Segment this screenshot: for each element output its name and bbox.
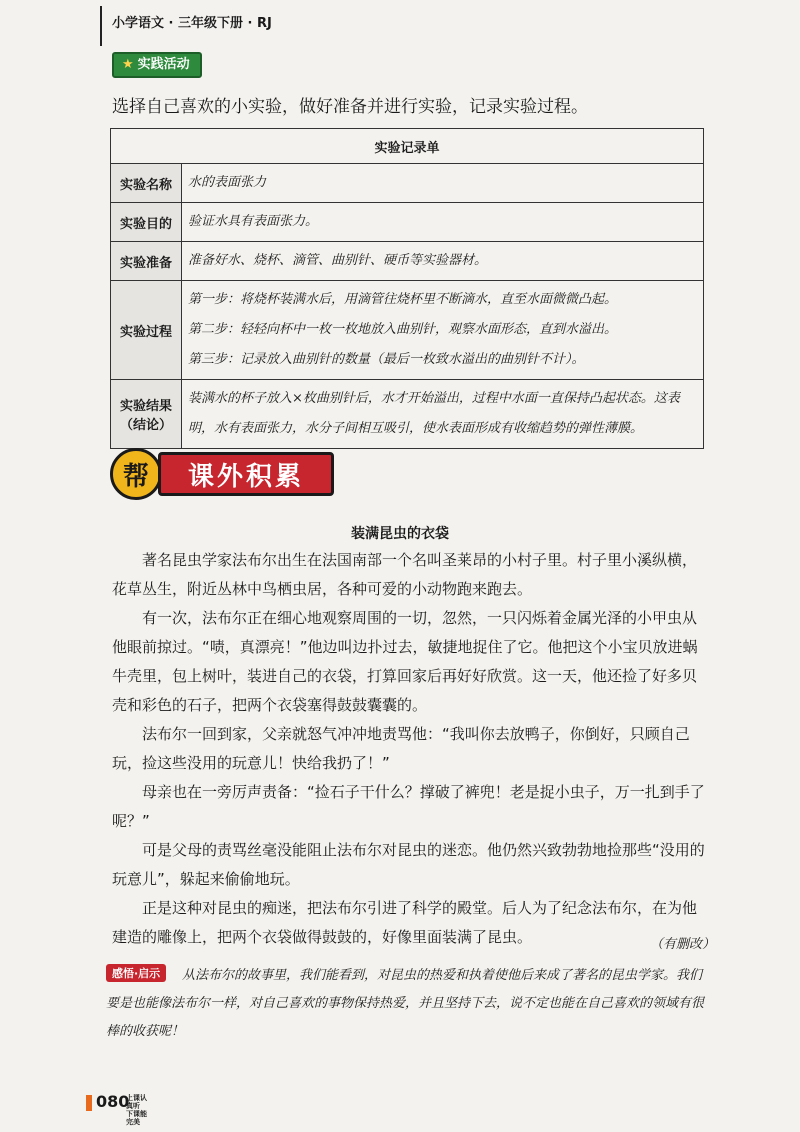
insight-tag: 感悟·启示 xyxy=(106,964,166,982)
table-row xyxy=(111,242,704,281)
table-row xyxy=(111,281,704,380)
insight-text: 从法布尔的故事里，我们能看到，对昆虫的热爱和执着使他后来成了著名的昆虫学家。我们要是也能像法布尔一样，对自己喜欢的事物保持热爱，并且坚持下去，说不定也能在自己喜欢的领域有很棒的收获呢！ xyxy=(106,968,705,1039)
step-2: 第二步：轻轻向杯中一枚一枚地放入曲别针，观察水面形态，直到水溢出。 xyxy=(188,322,618,337)
section-icon: 帮 xyxy=(110,448,162,500)
row-label: 实验准备 xyxy=(111,242,182,281)
row-label: 实验过程 xyxy=(111,281,182,380)
story-paragraph: 可是父母的责骂丝毫没能阻止法布尔对昆虫的迷恋。他仍然兴致勃勃地捡那些“没用的玩意儿”，躲起来偷偷地玩。 xyxy=(112,841,705,888)
story-paragraph: 有一次，法布尔正在细心地观察周围的一切，忽然，一只闪烁着金属光泽的小甲虫从他眼前掠过。“啧，真漂亮！”他边叫边扑过去，敏捷地捉住了它。他把这个小宝贝放进蜗牛壳里，包上树叶，装进自己的衣袋，打算回家后再好好欣赏。这一天，他还捡了好多贝壳和彩色的石子，把两个衣袋塞得鼓鼓囊囊的。 xyxy=(112,609,698,714)
experiment-record-table xyxy=(110,128,704,449)
footer-tag-line2: 下课能完美 xyxy=(126,1110,147,1126)
story-source-note: （有删改） xyxy=(650,937,716,952)
table-row xyxy=(111,203,704,242)
story-paragraph: 正是这种对昆虫的痴迷，把法布尔引进了科学的殿堂。后人为了纪念法布尔，在为他建造的雕像上，把两个衣袋做得鼓鼓的，好像里面装满了昆虫。 xyxy=(112,899,698,946)
star-icon: ★ xyxy=(122,57,134,72)
practice-instruction: 选择自己喜欢的小实验，做好准备并进行实验，记录实验过程。 xyxy=(112,97,588,117)
row-value: 水的表面张力 xyxy=(182,164,704,203)
row-label: 实验名称 xyxy=(111,164,182,203)
row-label xyxy=(111,380,182,449)
row-value: 装满水的杯子放入×枚曲别针后，水才开始溢出，过程中水面一直保持凸起状态。这表明，水有表面张力，水分子间相互吸引，使水表面形成有收缩趋势的弹性薄膜。 xyxy=(182,380,704,449)
table-row xyxy=(111,164,704,203)
table-title: 实验记录单 xyxy=(111,129,704,164)
row-value: 准备好水、烧杯、滴管、曲别针、硬币等实验器材。 xyxy=(182,242,704,281)
row-label-line1: 实验结果 xyxy=(119,399,172,414)
story-paragraph: 母亲也在一旁厉声责备：“捡石子干什么？撑破了裤兜！老是捉小虫子，万一扎到手了呢？” xyxy=(112,783,705,830)
page-number-text: 080 xyxy=(96,1092,130,1111)
footer-tag-line1: 上课认真听 xyxy=(126,1094,147,1110)
practice-badge xyxy=(112,52,202,78)
step-3: 第三步：记录放入曲别针的数量（最后一枚致水溢出的曲别针不计）。 xyxy=(188,352,585,367)
header-divider xyxy=(100,6,102,46)
step-1: 第一步：将烧杯装满水后，用滴管往烧杯里不断滴水，直至水面微微凸起。 xyxy=(188,292,618,307)
practice-badge-label: 实践活动 xyxy=(137,57,190,72)
row-label: 实验目的 xyxy=(111,203,182,242)
footer-tag xyxy=(126,1094,152,1126)
story-paragraph: 著名昆虫学家法布尔出生在法国南部一个名叫圣莱昂的小村子里。村子里小溪纵横，花草丛生，附近丛林中鸟栖虫居，各种可爱的小动物跑来跑去。 xyxy=(112,551,698,598)
table-row xyxy=(111,380,704,449)
story-title: 装满昆虫的衣袋 xyxy=(351,526,449,542)
page-header: 小学语文 · 三年级下册 · RJ xyxy=(112,16,272,31)
page-number xyxy=(86,1092,129,1111)
row-value: 验证水具有表面张力。 xyxy=(182,203,704,242)
section-title: 课外积累 xyxy=(158,452,334,496)
story-body xyxy=(112,546,708,952)
story-paragraph: 法布尔一回到家，父亲就怒气冲冲地责骂他：“我叫你去放鸭子，你倒好，只顾自己玩，捡这些没用的玩意儿！快给我扔了！” xyxy=(112,725,690,772)
row-label-line2: （结论） xyxy=(119,418,172,433)
page-mark-icon xyxy=(86,1095,92,1111)
row-value xyxy=(182,281,704,380)
